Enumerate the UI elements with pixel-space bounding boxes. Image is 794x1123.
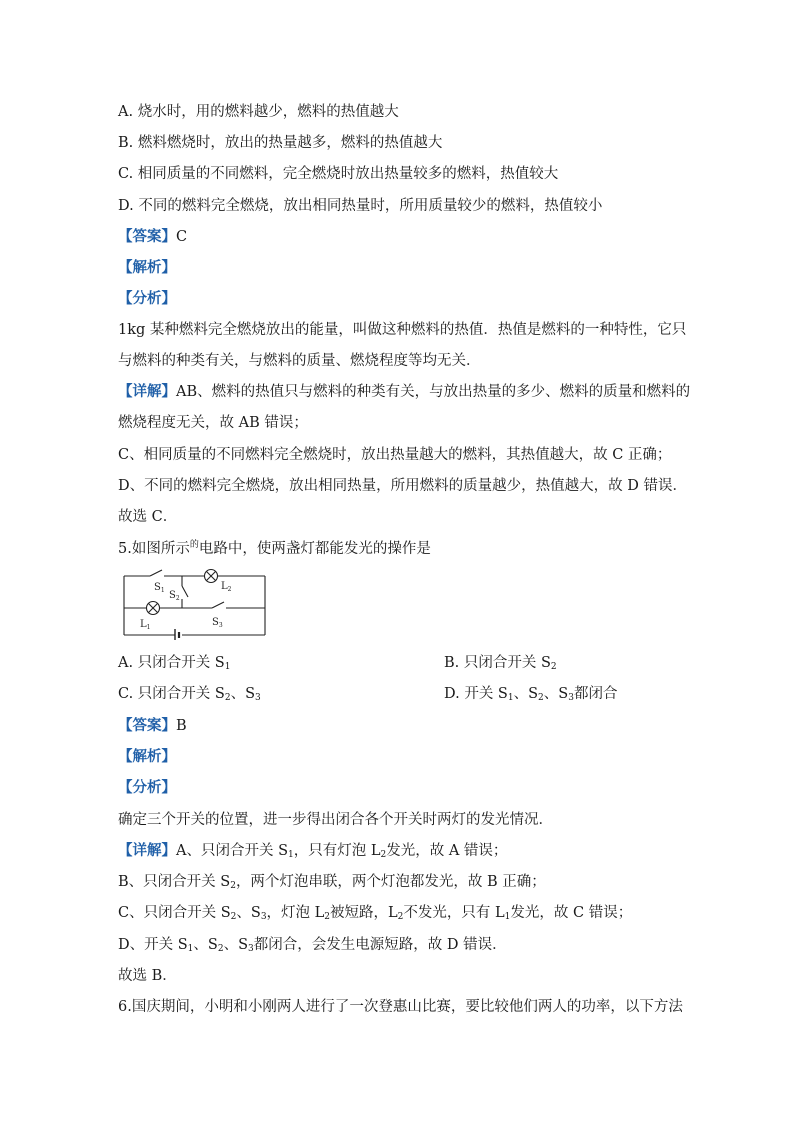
q5-detail-line-2: B、只闭合开关 $S_2$，两个灯泡串联，两个灯泡都发光，故 B 正确； <box>118 874 546 891</box>
q5-fenxi-tag: 【分析】 <box>118 779 176 796</box>
q5-answer <box>118 716 187 736</box>
q4-fenxi-line-2: 与燃料的种类有关，与燃料的质量、燃烧程度等均无关． <box>118 353 481 369</box>
label-s1: $S_1$ <box>154 582 165 594</box>
q5-conclusion: 故选 B． <box>118 968 177 984</box>
answer-tag: 【答案】 <box>118 228 176 245</box>
label-s3: $S_3$ <box>212 617 223 629</box>
circuit-diagram <box>120 565 270 640</box>
q5-analysis-tag: 【解析】 <box>118 748 176 765</box>
detail-tag: 【详解】 <box>118 383 176 400</box>
label-l1: $L_1$ <box>140 619 151 631</box>
label-l2: $L_2$ <box>221 581 232 593</box>
q4-detail-line-4: D、不同的燃料完全燃烧，放出相同热量，所用燃料的质量越少，热值越大，故 D 错误． <box>118 478 687 494</box>
q6-stem: 6.国庆期间，小明和小刚两人进行了一次登惠山比赛，要比较他们两人的功率，以下方法 <box>118 999 683 1015</box>
q5-option-b: B. 只闭合开关 $S_2$ <box>444 655 557 672</box>
q5-option-d: D. 开关 $S_1$、$S_2$、$S_3$都闭合 <box>444 686 618 703</box>
q4-fenxi-tag: 【分析】 <box>118 290 176 307</box>
answer-tag: 【答案】 <box>118 717 176 734</box>
option-c: C. 相同质量的不同燃料，完全燃烧时放出热量较多的燃料，热值较大 <box>118 166 559 182</box>
option-b: B. 燃料燃烧时，放出的热量越多，燃料的热值越大 <box>118 135 443 151</box>
q5-option-c: C. 只闭合开关 $S_2$、$S_3$ <box>118 686 261 703</box>
q5-fenxi: 确定三个开关的位置，进一步得出闭合各个开关时两灯的发光情况． <box>118 812 553 828</box>
q4-conclusion: 故选 C． <box>118 509 178 525</box>
stem-post: 电路中，使两盏灯都能发光的操作是 <box>198 541 431 557</box>
q5-stem <box>118 539 431 559</box>
detail-tag: 【详解】 <box>118 842 176 859</box>
answer-value: B <box>176 718 187 734</box>
q4-detail-line-1 <box>118 382 690 402</box>
q4-answer <box>118 227 187 247</box>
stem-sup: 的 <box>189 540 199 550</box>
q5-detail-line-4: D、开关 $S_1$、$S_2$、$S_3$都闭合，会发生电源短路，故 D 错误． <box>118 937 507 954</box>
q5-detail-line-3: C、只闭合开关 $S_2$、$S_3$，灯泡 $L_2$被短路，$L_2$不发光，只有 $L_1$发光，故 C 错误； <box>118 905 633 922</box>
q5-detail-line-1: 【详解】A、只闭合开关 $S_1$，只有灯泡 $L_2$发光，故 A 错误； <box>118 842 508 860</box>
option-a: A. 烧水时，用的燃料越少，燃料的热值越大 <box>118 104 399 120</box>
detail-text: AB、燃料的热值只与燃料的种类有关，与放出热量的多少、燃料的质量和燃料的 <box>176 384 691 400</box>
option-d: D. 不同的燃料完全燃烧，放出相同热量时，所用质量较少的燃料，热值较小 <box>118 198 603 214</box>
q4-detail-line-2: 燃烧程度无关，故 AB 错误； <box>118 415 308 431</box>
stem-pre: 5.如图所示 <box>118 541 190 557</box>
q4-fenxi-line-1: 1kg 某种燃料完全燃烧放出的能量，叫做这种燃料的热值．热值是燃料的一种特性，它只 <box>118 322 687 338</box>
q4-detail-line-3: C、相同质量的不同燃料完全燃烧时，放出热量越大的燃料，其热值越大，故 C 正确； <box>118 447 672 463</box>
q4-analysis-tag: 【解析】 <box>118 259 176 276</box>
answer-value: C <box>176 229 188 245</box>
q5-option-a: A. 只闭合开关 $S_1$ <box>118 655 231 672</box>
label-s2: $S_2$ <box>169 590 180 602</box>
